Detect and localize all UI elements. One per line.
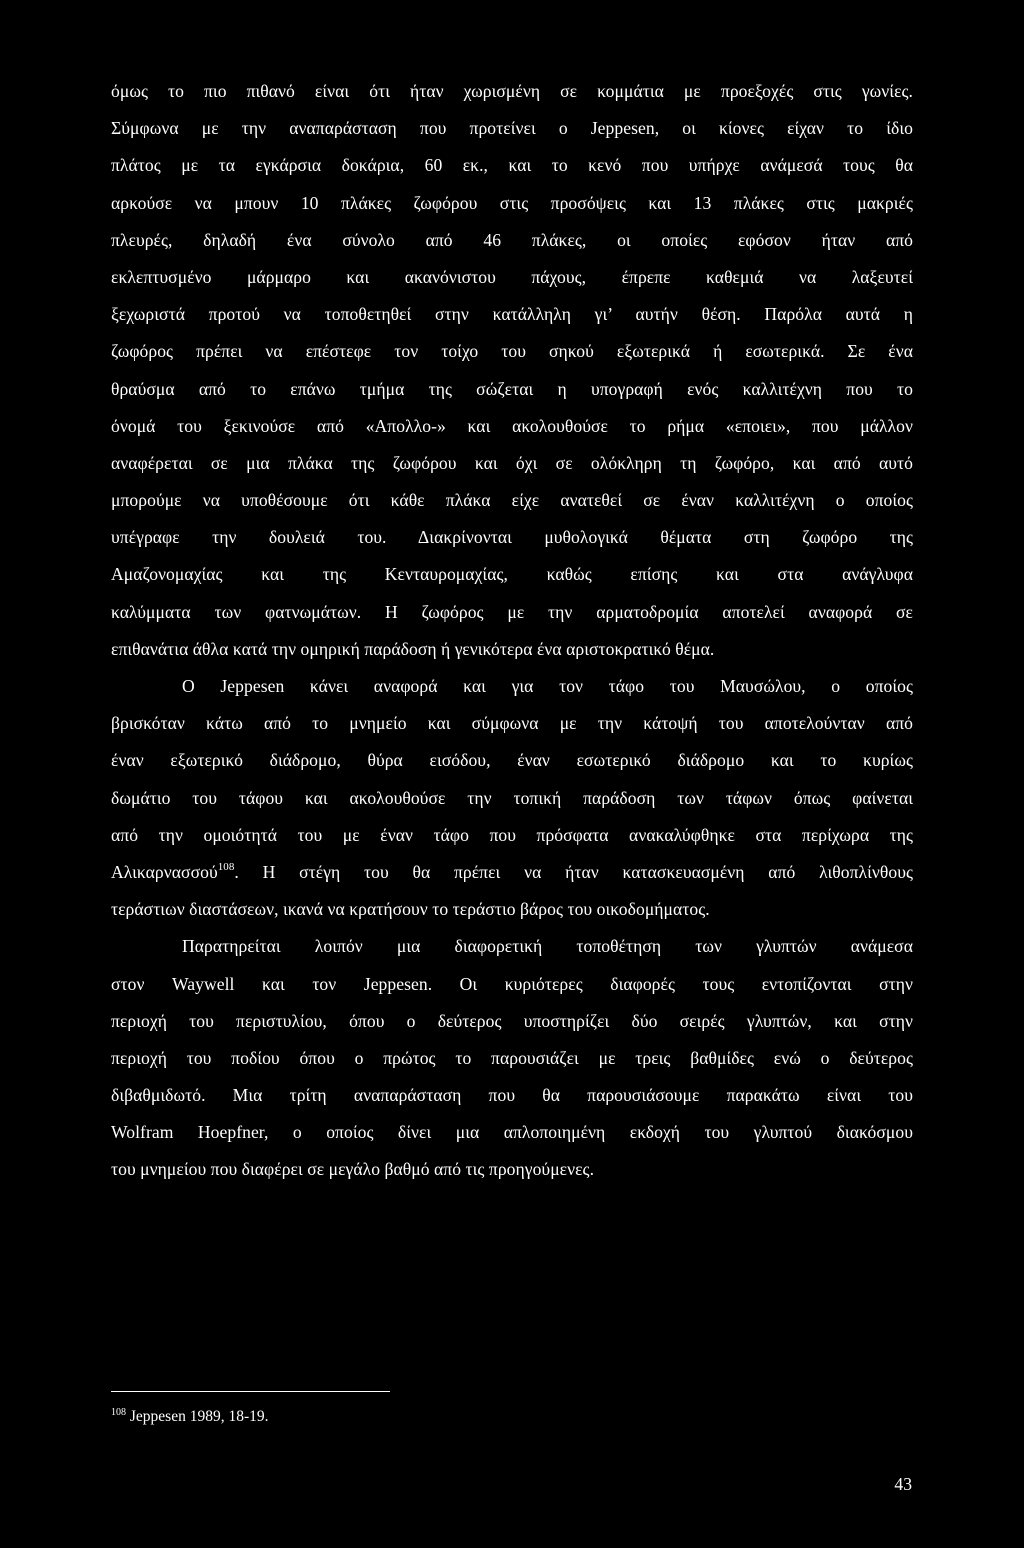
text-line: δωμάτιο του τάφου και ακολουθούσε την τοπική παράδοση των τάφων όπως φαίνεται	[111, 787, 913, 808]
text-line: όμως το πιο πιθανό είναι ότι ήταν χωρισμένη σε κομμάτια με προεξοχές στις γωνίες.	[111, 81, 913, 101]
text-line: περιοχή του ποδίου όπου ο πρώτος το παρουσιάζει με τρεις βαθμίδες ενώ ο δεύτερος	[111, 1047, 913, 1068]
text-line: από την ομοιότητά του με έναν τάφο που πρόσφατα ανακαλύφθηκε στα περίχωρα της	[111, 824, 913, 845]
text-line: υπέγραφε την δουλειά του. Διακρίνονται μυθολογικά θέματα στη ζωφόρο της	[111, 527, 913, 548]
footnote-text: Jeppesen 1989, 18-19.	[126, 1408, 269, 1425]
text-line: Wolfram Hoepfner, ο οποίος δίνει μια απλοποιημένη εκδοχή του γλυπτού διακόσμου	[111, 1122, 913, 1143]
text-line: Αμαζονομαχίας και της Κενταυρομαχίας, καθώς επίσης και στα ανάγλυφα	[111, 564, 913, 585]
text-line: στον Waywell και τον Jeppesen. Οι κυριότερες διαφορές τους εντοπίζονται στην	[111, 973, 913, 994]
text-line: καλύμματα των φατνωμάτων. Η ζωφόρος με την αρματοδρομία αποτελεί αναφορά σε	[111, 601, 913, 622]
text-line: μπορούμε να υποθέσουμε ότι κάθε πλάκα είχε ανατεθεί σε έναν καλλιτέχνη ο οποίος	[111, 490, 913, 511]
text-line: τεράστιων διαστάσεων, ικανά να κρατήσουν το τεράστιο βάρος του οικοδομήματος.	[111, 899, 710, 920]
text-line: Σύμφωνα με την αναπαράσταση που προτείνει ο Jeppesen, οι κίονες είχαν το ίδιο	[111, 118, 913, 139]
text-line: ζωφόρος πρέπει να επέστεφε τον τοίχο του σηκού εξωτερικά ή εσωτερικά. Σε ένα	[111, 341, 913, 362]
text-line: θραύσμα από το επάνω τμήμα της σώζεται η υπογραφή ενός καλλιτέχνη που το	[111, 378, 913, 399]
text-line: διβαθμιδωτό. Μια τρίτη αναπαράσταση που θα παρουσιάσουμε παρακάτω είναι του	[111, 1085, 913, 1106]
text-line: βρισκόταν κάτω από το μνημείο και σύμφωνα με την κάτοψή του αποτελούνταν από	[111, 713, 913, 734]
footnote-number: 108	[111, 1407, 126, 1418]
text-line: Ο Jeppesen κάνει αναφορά και για τον τάφο του Μαυσώλου, ο οποίος	[182, 676, 913, 696]
text-segment: Αλικαρνασσού	[111, 861, 218, 882]
page-number: 43	[894, 1474, 912, 1494]
text-line: ξεχωριστά προτού να τοποθετηθεί στην κατάλληλη γι’ αυτήν θέση. Παρόλα αυτά η	[111, 304, 913, 325]
text-line: πλευρές, δηλαδή ένα σύνολο από 46 πλάκες, οι οποίες εφόσον ήταν από	[111, 229, 913, 250]
text-line: Παρατηρείται λοιπόν μια διαφορετική τοποθέτηση των γλυπτών ανάμεσα	[182, 936, 913, 957]
text-line: όνομά του ξεκινούσε από «Απολλο-» και ακολουθούσε το ρήμα «εποιει», που μάλλον	[111, 415, 913, 436]
text-line: αναφέρεται σε μια πλάκα της ζωφόρου και όχι σε ολόκληρη τη ζωφόρο, και από αυτό	[111, 452, 913, 473]
body-text	[111, 73, 913, 1189]
footnote	[111, 1407, 269, 1427]
text-line: εκλεπτυσμένο μάρμαρο και ακανόνιστου πάχους, έπρεπε καθεμιά να λαξευτεί	[111, 266, 913, 287]
footnote-reference: 108	[217, 860, 235, 873]
text-line: επιθανάτια άθλα κατά την ομηρική παράδοση ή γενικότερα ένα αριστοκρατικό θέμα.	[111, 638, 715, 659]
text-line: περιοχή του περιστυλίου, όπου ο δεύτερος υποστηρίζει δύο σειρές γλυπτών, και στην	[111, 1010, 913, 1031]
text-line: του μνημείου που διαφέρει σε μεγάλο βαθμό από τις προηγούμενες.	[111, 1159, 595, 1180]
text-line: αρκούσε να μπουν 10 πλάκες ζωφόρου στις προσόψεις και 13 πλάκες στις μακριές	[111, 192, 913, 213]
text-line: έναν εξωτερικό διάδρομο, θύρα εισόδου, έναν εσωτερικό διάδρομο και το κυρίως	[111, 750, 913, 771]
text-segment: . Η στέγη του θα πρέπει να ήταν κατασκευασμένη από λιθοπλίνθους	[234, 861, 913, 882]
footnote-separator	[111, 1391, 390, 1392]
text-line-with-footnote	[111, 854, 913, 891]
text-line: πλάτος με τα εγκάρσια δοκάρια, 60 εκ., και το κενό που υπήρχε ανάμεσά τους θα	[111, 155, 913, 176]
